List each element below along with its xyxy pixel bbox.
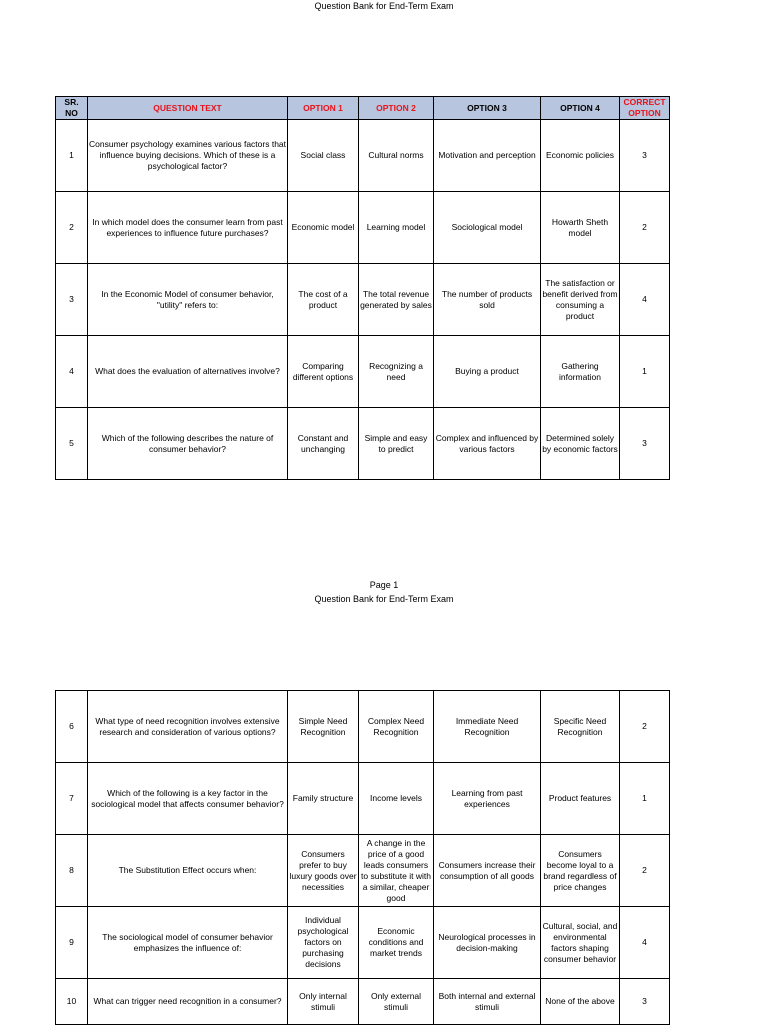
option-1-cell: Only internal stimuli [288, 979, 359, 1025]
option-3-cell: Buying a product [434, 336, 541, 408]
option-2-cell: A change in the price of a good leads consumers to substitute it with a similar, cheaper good [359, 835, 434, 907]
option-1-cell: Comparing different options [288, 336, 359, 408]
option-2-cell: The total revenue generated by sales [359, 264, 434, 336]
option-4-cell: The satisfaction or benefit derived from consuming a product [541, 264, 620, 336]
correct-option-cell: 2 [620, 192, 670, 264]
option-2-cell: Economic conditions and market trends [359, 907, 434, 979]
header-question-text: QUESTION TEXT [88, 97, 288, 120]
option-2-cell: Complex Need Recognition [359, 691, 434, 763]
table-row [56, 763, 670, 835]
question-cell: Which of the following is a key factor in the sociological model that affects consumer behavior? [88, 763, 288, 835]
question-cell: In the Economic Model of consumer behavior, "utility" refers to: [88, 264, 288, 336]
question-cell: Consumer psychology examines various factors that influence buying decisions. Which of these is a psychological factor? [88, 120, 288, 192]
header-option-2: OPTION 2 [359, 97, 434, 120]
option-4-cell: Consumers become loyal to a brand regardless of price changes [541, 835, 620, 907]
header-option-1: OPTION 1 [288, 97, 359, 120]
table-row [56, 408, 670, 480]
question-table-1 [55, 96, 670, 480]
option-3-cell: Complex and influenced by various factors [434, 408, 541, 480]
table-row [56, 979, 670, 1025]
option-2-cell: Learning model [359, 192, 434, 264]
option-2-cell: Recognizing a need [359, 336, 434, 408]
option-4-cell: Howarth Sheth model [541, 192, 620, 264]
correct-option-cell: 2 [620, 835, 670, 907]
option-4-cell: Determined solely by economic factors [541, 408, 620, 480]
header-correct-option: CORRECT OPTION [620, 97, 670, 120]
option-4-cell: Cultural, social, and environmental factors shaping consumer behavior [541, 907, 620, 979]
sr-no-cell: 8 [56, 835, 88, 907]
option-4-cell: Economic policies [541, 120, 620, 192]
correct-option-cell: 1 [620, 763, 670, 835]
option-2-cell: Only external stimuli [359, 979, 434, 1025]
header-option-3: OPTION 3 [434, 97, 541, 120]
correct-option-cell: 1 [620, 336, 670, 408]
page-header-title: Question Bank for End-Term Exam [314, 594, 454, 604]
option-3-cell: Consumers increase their consumption of all goods [434, 835, 541, 907]
table-row [56, 264, 670, 336]
sr-no-cell: 1 [56, 120, 88, 192]
sr-no-cell: 10 [56, 979, 88, 1025]
option-2-cell: Income levels [359, 763, 434, 835]
table-row [56, 835, 670, 907]
option-4-cell: Specific Need Recognition [541, 691, 620, 763]
page-number: Page 1 [369, 580, 399, 590]
question-cell: What can trigger need recognition in a consumer? [88, 979, 288, 1025]
option-3-cell: Motivation and perception [434, 120, 541, 192]
question-cell: The sociological model of consumer behavior emphasizes the influence of: [88, 907, 288, 979]
question-table-2 [55, 690, 670, 1025]
table-row [56, 192, 670, 264]
option-1-cell: Consumers prefer to buy luxury goods over necessities [288, 835, 359, 907]
header-sr-no: SR. NO [56, 97, 88, 120]
option-4-cell: None of the above [541, 979, 620, 1025]
header-option-4: OPTION 4 [541, 97, 620, 120]
sr-no-cell: 9 [56, 907, 88, 979]
sr-no-cell: 6 [56, 691, 88, 763]
option-4-cell: Gathering information [541, 336, 620, 408]
question-cell: Which of the following describes the nature of consumer behavior? [88, 408, 288, 480]
option-3-cell: Learning from past experiences [434, 763, 541, 835]
sr-no-cell: 3 [56, 264, 88, 336]
option-3-cell: Sociological model [434, 192, 541, 264]
question-cell: What type of need recognition involves extensive research and consideration of various options? [88, 691, 288, 763]
table-row [56, 691, 670, 763]
correct-option-cell: 4 [620, 907, 670, 979]
option-1-cell: The cost of a product [288, 264, 359, 336]
page-header-title: Question Bank for End-Term Exam [314, 1, 454, 11]
option-1-cell: Social class [288, 120, 359, 192]
option-3-cell: Both internal and external stimuli [434, 979, 541, 1025]
table-header-row [56, 97, 670, 120]
option-1-cell: Simple Need Recognition [288, 691, 359, 763]
option-1-cell: Individual psychological factors on purchasing decisions [288, 907, 359, 979]
sr-no-cell: 4 [56, 336, 88, 408]
option-4-cell: Product features [541, 763, 620, 835]
option-1-cell: Constant and unchanging [288, 408, 359, 480]
table-row [56, 907, 670, 979]
sr-no-cell: 2 [56, 192, 88, 264]
option-3-cell: Neurological processes in decision-making [434, 907, 541, 979]
option-1-cell: Family structure [288, 763, 359, 835]
sr-no-cell: 5 [56, 408, 88, 480]
question-cell: In which model does the consumer learn from past experiences to influence future purchases? [88, 192, 288, 264]
question-cell: The Substitution Effect occurs when: [88, 835, 288, 907]
option-3-cell: Immediate Need Recognition [434, 691, 541, 763]
correct-option-cell: 2 [620, 691, 670, 763]
table-row [56, 120, 670, 192]
correct-option-cell: 4 [620, 264, 670, 336]
option-2-cell: Simple and easy to predict [359, 408, 434, 480]
correct-option-cell: 3 [620, 408, 670, 480]
option-1-cell: Economic model [288, 192, 359, 264]
table-row [56, 336, 670, 408]
option-2-cell: Cultural norms [359, 120, 434, 192]
question-cell: What does the evaluation of alternatives involve? [88, 336, 288, 408]
option-3-cell: The number of products sold [434, 264, 541, 336]
sr-no-cell: 7 [56, 763, 88, 835]
correct-option-cell: 3 [620, 120, 670, 192]
correct-option-cell: 3 [620, 979, 670, 1025]
